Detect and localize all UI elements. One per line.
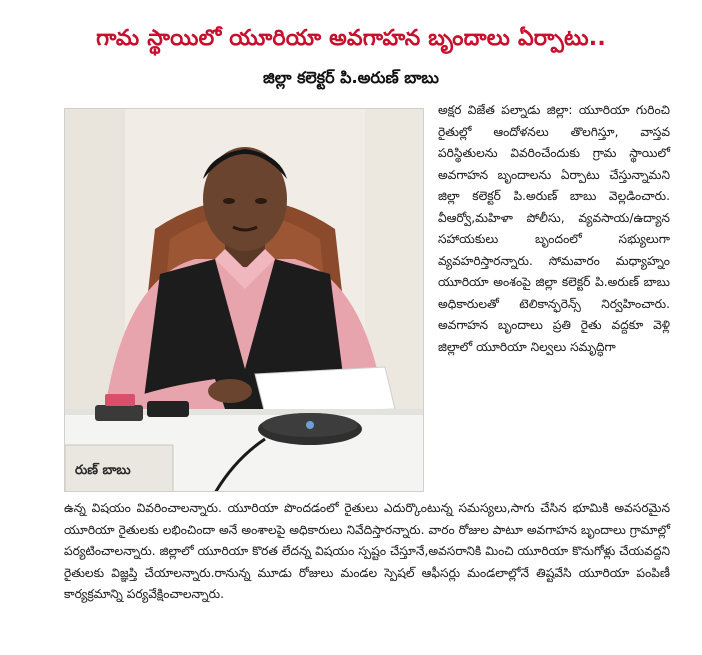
- article-body-column: [438, 100, 670, 358]
- article-column-paragraph: అక్షర విజేత పల్నాడు జిల్లా: యూరియా గురించి రైతుల్లో ఆందోళనలు తొలగిస్తూ, వాస్తవ పరిస్థితులను వివరించేందుకు గ్రామ స్థాయిలో అవగాహన బృందాలను ఏర్పాటు చేస్తున్నామని జిల్లా కలెక్టర్ పి.అరుణ్ బాబు వెల్లడించారు. వీఆర్వో,మహిళా పోలీసు, వ్యవసాయ/ఉద్యాన సహాయకులు బృందంలో సభ్యులుగా వ్యవహరిస్తారన్నారు. సోమవారం మధ్యాహ్నం యూరియా అంశంపై జిల్లా కలెక్టర్ పి.అరుణ్ బాబు అధికారులతో టెలికాన్ఫరెన్స్ నిర్వహించారు. అవగాహన బృందాలు ప్రతి రైతు వద్దకూ వెళ్లి జిల్లాలో యూరియా నిల్వలు సమృద్ధిగా: [438, 103, 670, 354]
- collector-photo: [64, 108, 424, 492]
- article-full-paragraph: ఉన్న విషయం వివరించాలన్నారు. యూరియా పొందడంలో రైతులు ఎదుర్కొంటున్న సమస్యలు,సాగు చేసిన భూమికి అవసరమైన యూరియా రైతులకు లభించిందా అనే అంశాలపై అధికారులు నివేదిస్తారన్నారు. వారం రోజుల పాటూ అవగాహన బృందాలు గ్రామాల్లో పర్యటించాలన్నారు. జిల్లాలో యూరియా కొరత లేదన్న విషయం స్పష్టం చేస్తూనే,అవసరానికి మించి యూరియా కొనుగోళ్లు చేయవద్దని రైతులకు విజ్ఞప్తి చేయాలన్నారు.రానున్న మూడు రోజులు మండల స్పెషల్ ఆఫీసర్లు మండలాల్లోనే తిష్టవేసి యూరియా పంపిణీ కార్యక్రమాన్ని పర్యవేక్షించాలన్నారు.: [64, 501, 670, 601]
- photo-phone: [95, 405, 143, 421]
- photo-papers: [255, 367, 395, 414]
- article-body-continued: [64, 498, 670, 606]
- article-byline: జిల్లా కలెక్టర్ పి.అరుణ్ బాబు: [263, 68, 439, 87]
- article-headline: గామ స్థాయిలో యూరియా అవగాహన బృందాలు ఏర్పాటు..: [96, 26, 606, 51]
- nameplate-text: రుణ్ బాబు: [75, 463, 131, 478]
